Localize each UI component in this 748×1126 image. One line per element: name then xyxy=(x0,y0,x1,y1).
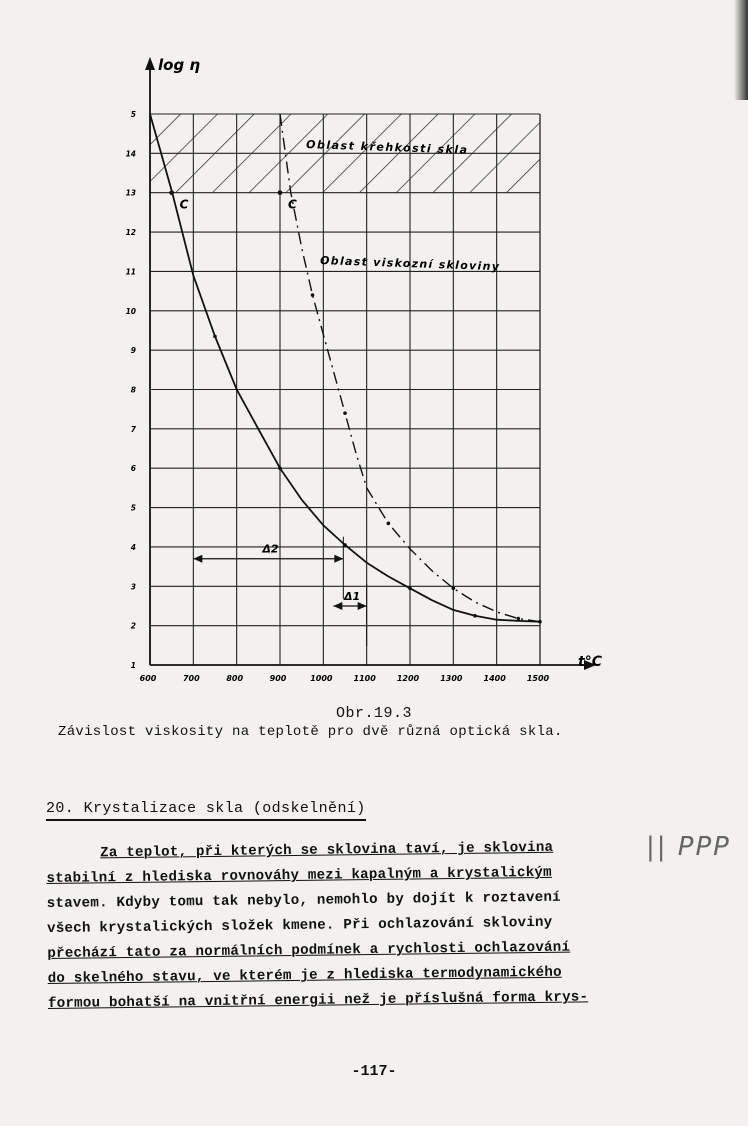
point-c-label: C xyxy=(179,197,189,212)
x-tick-label: 600 xyxy=(139,674,157,683)
series-point xyxy=(311,293,315,297)
y-tick-label: 8 xyxy=(130,385,136,395)
x-tick-label: 1500 xyxy=(526,674,550,683)
y-tick-label: 1 xyxy=(130,661,136,670)
grid xyxy=(150,114,540,665)
region-label-viscous: Oblast viskozní skloviny xyxy=(319,254,501,274)
series-point xyxy=(213,335,217,339)
y-tick-label: 12 xyxy=(125,228,136,238)
page-number: -117- xyxy=(351,1063,397,1080)
y-tick-label: 3 xyxy=(130,582,136,592)
section-title xyxy=(46,800,366,817)
point-c-marker xyxy=(169,190,174,195)
series-point xyxy=(278,466,282,470)
margin-handwritten-note: || PPP xyxy=(646,832,731,862)
delta-label: Δ2 xyxy=(262,542,279,556)
x-tick-label: 800 xyxy=(226,674,244,683)
delta-arrow-head xyxy=(358,602,367,610)
series-point xyxy=(473,614,477,618)
series-point xyxy=(343,411,347,415)
body-line: Za teplot, při kterých se sklovina taví, je sklovina xyxy=(100,839,554,862)
y-tick-label: 2 xyxy=(130,621,136,631)
y-tick-label: 11 xyxy=(125,267,136,277)
body-line: stabilní z hlediska rovnováhy mezi kapalným a krystalickým xyxy=(46,864,552,887)
figure-number: Obr.19.3 xyxy=(335,705,412,722)
x-tick-label: 1400 xyxy=(483,674,506,683)
body-line: přechází tato za normálních podmínek a rychlosti ochlazování xyxy=(47,939,571,962)
x-tick-label: 1000 xyxy=(310,674,333,683)
regions xyxy=(150,114,540,193)
y-tick-label: 13 xyxy=(125,188,136,198)
x-tick-label: 700 xyxy=(182,674,200,683)
delta-label: Δ1 xyxy=(344,589,361,603)
y-axis-arrow xyxy=(145,57,155,70)
y-tick-label: 6 xyxy=(130,464,136,474)
x-tick-label: 1200 xyxy=(396,674,420,683)
body-paragraph xyxy=(46,834,688,1017)
delta-arrow-head xyxy=(334,555,343,563)
y-tick-label: 7 xyxy=(130,424,136,434)
y-tick-label: 5 xyxy=(130,503,136,513)
series-point xyxy=(408,586,412,590)
point-c-label: C xyxy=(288,197,297,212)
x-axis-title: t°C xyxy=(578,654,602,670)
series-point xyxy=(517,617,521,621)
x-tick-label: 900 xyxy=(269,674,287,683)
x-tick-label: 1100 xyxy=(353,674,376,683)
point-c-marker xyxy=(278,190,283,195)
section-title-text: 20. Krystalizace skla (odskelnění) xyxy=(46,800,366,821)
delta-arrow-head xyxy=(333,602,342,610)
figure-caption: Závislost viskosity na teplotě pro dvě různá optická skla. xyxy=(58,724,563,740)
body-line: všech krystalických složek kmene. Při ochlazování skloviny xyxy=(46,914,553,937)
series-point xyxy=(452,586,456,590)
body-line: stavem. Kdyby tomu tak nebylo, nemohlo by dojít k roztavení xyxy=(46,889,561,912)
body-line: do skelného stavu, ve kterém je z hlediska termodynamického xyxy=(47,964,562,987)
series-point xyxy=(387,522,391,526)
y-axis-title: log η xyxy=(158,56,201,74)
y-tick-label: 10 xyxy=(125,306,136,316)
region-label-brittle: Oblast křehkosti skla xyxy=(305,138,469,157)
y-tick-label: 4 xyxy=(130,542,136,552)
y-tick-label: 5 xyxy=(130,110,136,119)
x-tick-label: 1300 xyxy=(440,674,463,683)
hatched-region xyxy=(150,114,540,193)
y-tick-label: 9 xyxy=(130,346,136,356)
delta-arrow-head xyxy=(193,555,202,563)
body-line: formou bohatší na vnitřní energii než je příslušná forma krys- xyxy=(47,989,589,1012)
y-tick-label: 14 xyxy=(125,149,136,159)
